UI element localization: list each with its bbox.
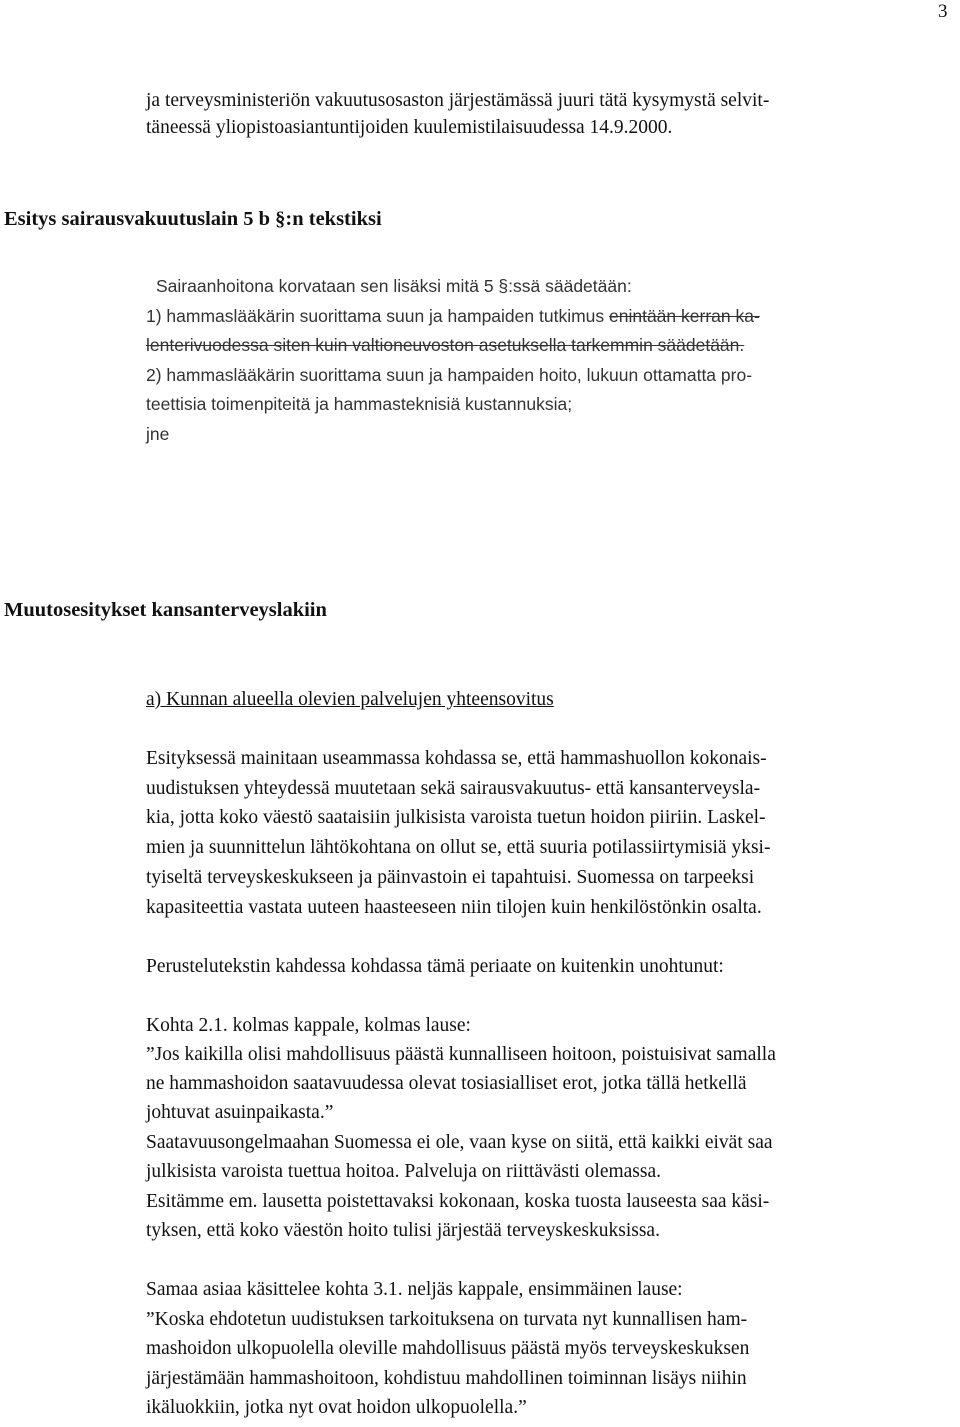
section-heading-sairausvakuutuslaki: Esitys sairausvakuutuslain 5 b §:n tekstiksi (4, 208, 382, 230)
intro-line-2: täneessä yliopistoasiantuntijoiden kuulemistilaisuudessa 14.9.2000. (146, 117, 673, 138)
para3-line-6: julkisista varoista tuettua hoitoa. Palveluja on riittävästi olemassa. (146, 1161, 662, 1182)
law-text-line-1: Sairaanhoitona korvataan sen lisäksi mitä 5 §:ssä säädetään: (156, 276, 632, 296)
para3-line-5: Saatavuusongelmaahan Suomessa ei ole, vaan kyse on siitä, että kaikki eivät saa (146, 1132, 773, 1153)
para1-line-5: tyiseltä terveyskeskukseen ja päinvastoin ei tapahtuisi. Suomessa on tarpeeksi (146, 867, 755, 888)
para4-line-3: mashoidon ulkopuolella oleville mahdollisuus päästä myös terveyskeskuksen (146, 1338, 750, 1359)
para1-line-2: uudistuksen yhteydessä muutetaan sekä sairausvakuutus- että kansanterveysla- (146, 778, 761, 799)
para3-line-3: ne hammashoidon saatavuudessa olevat tosiasialliset erot, jotka tällä hetkellä (146, 1073, 747, 1094)
law-text-line-2 (146, 304, 760, 328)
para4-line-4: järjestämään hammashoitoon, kohdistuu mahdollinen toiminnan lisäys niihin (146, 1368, 747, 1389)
para1-line-6: kapasiteettia vastata uuteen haasteeseen niin tilojen kuin henkilöstönkin osalta. (146, 897, 762, 918)
para1-line-4: mien ja suunnittelun lähtökohtana on ollut se, että suuria potilassiirtymisiä yksi- (146, 837, 771, 858)
section-heading-kansanterveyslaki: Muutosesitykset kansanterveyslakiin (4, 599, 327, 621)
law-text-line-5: teettisia toimenpiteitä ja hammasteknisiä kustannuksia; (146, 394, 573, 414)
para2-line: Perustelutekstin kahdessa kohdassa tämä periaate on kuitenkin unohtunut: (146, 956, 724, 977)
para3-line-1: Kohta 2.1. kolmas kappale, kolmas lause: (146, 1015, 471, 1036)
para4-line-2: ”Koska ehdotetun uudistuksen tarkoituksena on turvata nyt kunnallisen ham- (146, 1309, 748, 1330)
law-text-line-2-struck: enintään kerran ka- (609, 306, 760, 326)
para3-line-7: Esitämme em. lausetta poistettavaksi kokonaan, koska tuosta lauseesta saa käsi- (146, 1191, 770, 1212)
law-text-line-2-plain: 1) hammaslääkärin suorittama suun ja hampaiden tutkimus (146, 306, 609, 326)
law-text-line-6: jne (146, 424, 170, 444)
law-text-line-3-struck: lenterivuodessa siten kuin valtioneuvoston asetuksella tarkemmin säädetään. (146, 335, 745, 355)
para1-line-3: kia, jotta koko väestö saataisiin julkisista varoista tuetun hoidon piiriin. Laskel- (146, 807, 766, 828)
para4-line-1: Samaa asiaa käsittelee kohta 3.1. neljäs kappale, ensimmäinen lause: (146, 1279, 683, 1300)
para3-line-4: johtuvat asuinpaikasta.” (146, 1102, 334, 1123)
law-text-line-4: 2) hammaslääkärin suorittama suun ja hampaiden hoito, lukuun ottamatta pro- (146, 365, 753, 385)
para3-line-8: tyksen, että koko väestön hoito tulisi järjestää terveyskeskuksissa. (146, 1220, 660, 1241)
para3-line-2: ”Jos kaikilla olisi mahdollisuus päästä kunnalliseen hoitoon, poistuisivat samalla (146, 1044, 776, 1065)
para1-line-1: Esityksessä mainitaan useammassa kohdassa se, että hammashuollon kokonais- (146, 748, 767, 769)
intro-line-1: ja terveysministeriön vakuutusosaston järjestämässä juuri tätä kysymystä selvit- (146, 90, 770, 111)
para4-line-5: ikäluokkiin, jotka nyt ovat hoidon ulkopuolella.” (146, 1397, 527, 1418)
page-number: 3 (938, 1, 948, 22)
subheading-palvelujen-yhteensovitus: a) Kunnan alueella olevien palvelujen yhteensovitus (146, 689, 554, 710)
